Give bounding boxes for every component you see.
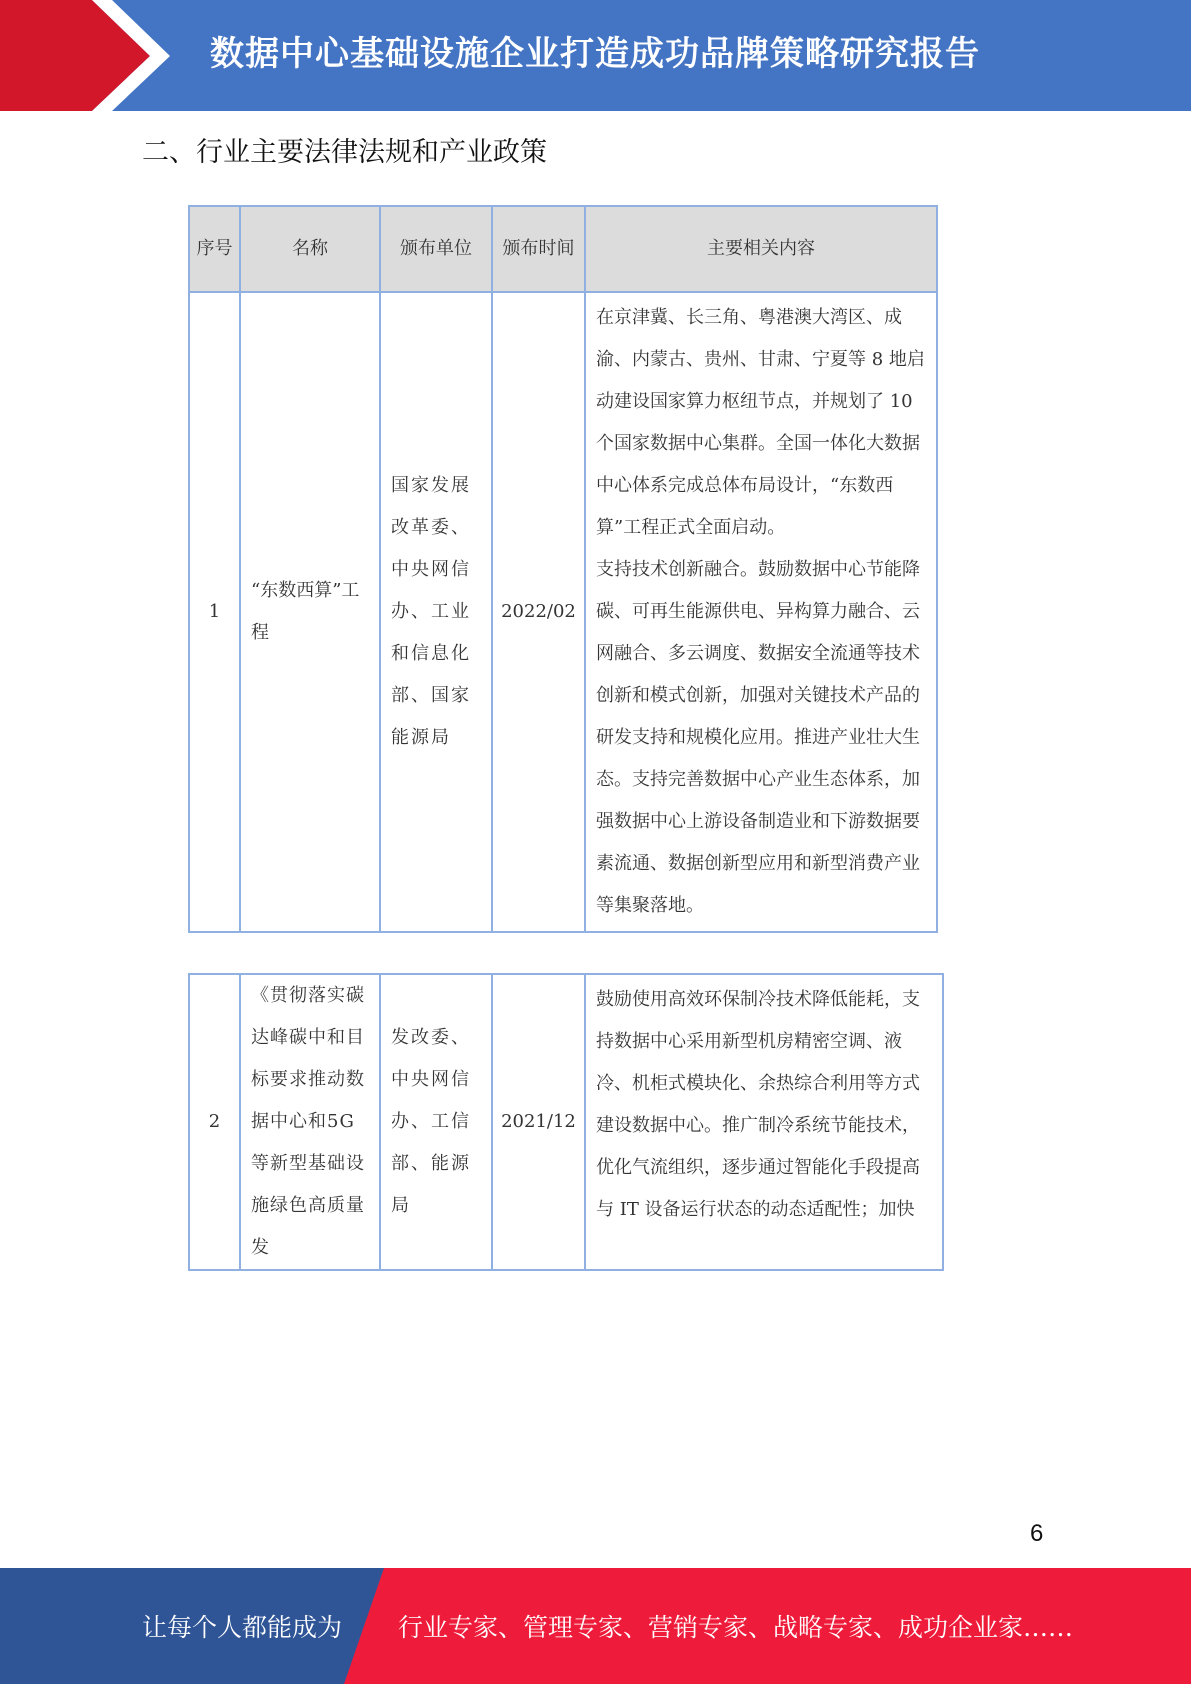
regulations-table [188, 205, 938, 933]
col-header-number: 序号 [189, 206, 240, 292]
row-content [585, 292, 937, 932]
col-header-name: 名称 [240, 206, 380, 292]
regulations-table-continued [188, 973, 944, 1271]
content-paragraph: 在京津冀、长三角、粤港澳大湾区、成渝、内蒙古、贵州、甘肃、宁夏等 8 地启动建设国家算力枢纽节点，并规划了 10 个国家数据中心集群。全国一体化大数据中心体系完成总体布局设计，“东数西算”工程正式全面启动。 [596, 307, 925, 538]
row-name: 《贯彻落实碳达峰碳中和目标要求推动数据中心和5G等新型基础设施绿色高质量发 [240, 974, 380, 1270]
report-title: 数据中心基础设施企业打造成功品牌策略研究报告 [210, 34, 980, 74]
row-date: 2022/02 [492, 292, 585, 932]
page-number: 6 [1030, 1520, 1044, 1547]
table-row [189, 974, 943, 1270]
footer-slogan-right: 行业专家、管理专家、营销专家、战略专家、成功企业家…… [398, 1613, 1074, 1642]
content-paragraph: 鼓励使用高效环保制冷技术降低能耗，支持数据中心采用新型机房精密空调、液冷、机柜式模块化、余热综合利用等方式建设数据中心。推广制冷系统节能技术，优化气流组织，逐步通过智能化手段提高与 IT 设备运行状态的动态适配性；加快 [596, 989, 920, 1220]
section-heading: 二、行业主要法律法规和产业政策 [142, 137, 547, 168]
row-number: 1 [189, 292, 240, 932]
page-header [0, 0, 1191, 111]
col-header-date: 颁布时间 [492, 206, 585, 292]
table-header-row [189, 206, 937, 292]
col-header-unit: 颁布单位 [380, 206, 492, 292]
row-unit: 发改委、中央网信办、工信部、能源局 [380, 974, 492, 1270]
table-row [189, 292, 937, 932]
footer-slogan-left: 让每个人都能成为 [142, 1613, 343, 1642]
page-footer [0, 1568, 1191, 1684]
row-date: 2021/12 [492, 974, 585, 1270]
col-header-content: 主要相关内容 [585, 206, 937, 292]
row-name: “东数西算”工程 [240, 292, 380, 932]
content-paragraph: 支持技术创新融合。鼓励数据中心节能降碳、可再生能源供电、异构算力融合、云网融合、多云调度、数据安全流通等技术创新和模式创新，加强对关键技术产品的研发支持和规模化应用。推进产业壮大生态。支持完善数据中心产业生态体系，加强数据中心上游设备制造业和下游数据要素流通、数据创新型应用和新型消费产业等集聚落地。 [596, 559, 920, 916]
row-content [585, 974, 943, 1270]
row-unit: 国家发展改革委、中央网信办、工业和信息化部、国家能源局 [380, 292, 492, 932]
row-number: 2 [189, 974, 240, 1270]
